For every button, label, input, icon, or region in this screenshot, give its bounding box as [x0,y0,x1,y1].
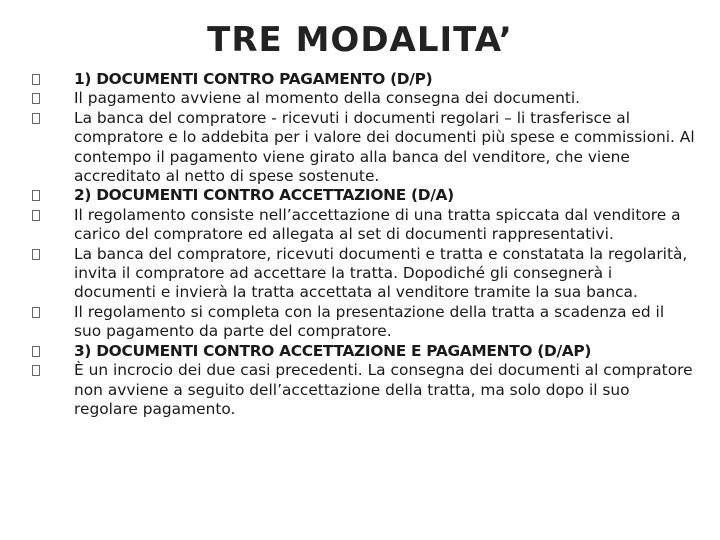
bullet-text: È un incrocio dei due casi precedenti. La consegna dei documenti al compratore non avviene a seguito dell’accettazione della tratta, ma solo dopo il suo regolare pagamento. [74,361,693,418]
bullet-item [32,303,696,342]
bullet-item [32,361,696,419]
square-bullet-icon [32,307,40,318]
bullet-text: Il pagamento avviene al momento della consegna dei documenti. [74,89,581,108]
square-bullet-icon [32,210,40,221]
bullet-item [32,89,696,108]
bullet-item [32,206,696,245]
bullet-text: Il regolamento si completa con la presentazione della tratta a scadenza ed il suo pagamento da parte del compratore. [74,302,665,341]
square-bullet-icon [32,249,40,260]
square-bullet-icon [32,113,40,124]
bullet-item [32,245,696,303]
square-bullet-icon [32,93,40,104]
bullet-text: La banca del compratore, ricevuti documenti e tratta e constatata la regolarità, invita il compratore ad accettare la tratta. Dopodiché gli consegnerà i documenti e invierà la tratta accettata al venditore tramite la sua banca. [74,244,688,302]
bullet-text: La banca del compratore - ricevuti i documenti regolari – li trasferisce al compratore e lo addebita per i valore dei documenti più spese e commissioni. Al contempo il pagamento viene girato alla banca del venditore, che viene accreditato al netto di spese sostenute. [74,108,695,186]
slide-title: TRE MODALITA’ [207,20,513,60]
bullet-item [32,342,696,361]
square-bullet-icon [32,365,40,376]
section-heading: 1) DOCUMENTI CONTRO PAGAMENTO (D/P) [74,70,433,88]
bullet-item [32,70,696,89]
section-heading: 3) DOCUMENTI CONTRO ACCETTAZIONE E PAGAMENTO (D/AP) [74,341,592,360]
square-bullet-icon [32,346,40,357]
bullet-list [32,70,696,419]
bullet-item [32,186,696,205]
bullet-text: Il regolamento consiste nell’accettazione di una tratta spiccata dal venditore a carico del compratore ed allegata al set di documenti rappresentativi. [74,205,681,244]
square-bullet-icon [32,74,40,85]
section-heading: 2) DOCUMENTI CONTRO ACCETTAZIONE (D/A) [74,186,454,205]
bullet-item [32,109,696,187]
square-bullet-icon [32,190,40,201]
